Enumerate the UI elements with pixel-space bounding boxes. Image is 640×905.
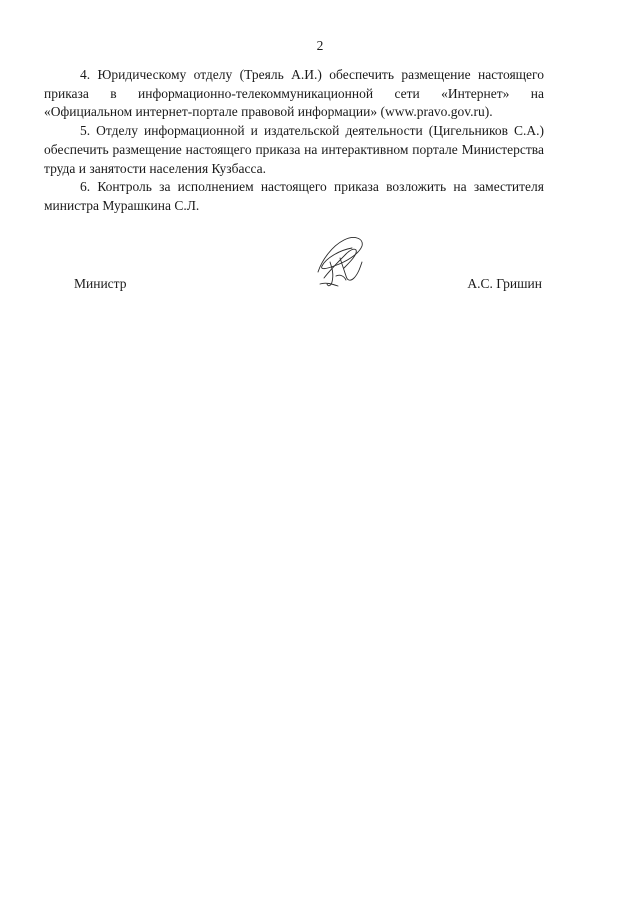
handwritten-signature-icon — [310, 232, 370, 292]
signatory-name: А.С. Гришин — [467, 276, 542, 291]
signatory-title: Министр — [74, 276, 127, 291]
paragraph-item-6: 6. Контроль за исполнением настоящего приказа возложить на заместителя министра Мурашкина С.Л. — [44, 179, 544, 213]
paragraph-item-4: 4. Юридическому отделу (Треяль А.И.) обеспечить размещение настоящего приказа в информационно-телекоммуникационной сети «Интернет» на «Официальном интернет-портале правовой информации» (www.pravo.gov.ru). — [44, 67, 544, 120]
page-number: 2 — [316, 38, 324, 53]
paragraph-item-5: 5. Отделу информационной и издательской деятельности (Цигельников С.А.) обеспечить размещение настоящего приказа на интерактивном портале Министерства труда и занятости населения Кузбасса. — [44, 123, 544, 176]
document-body — [44, 66, 544, 216]
